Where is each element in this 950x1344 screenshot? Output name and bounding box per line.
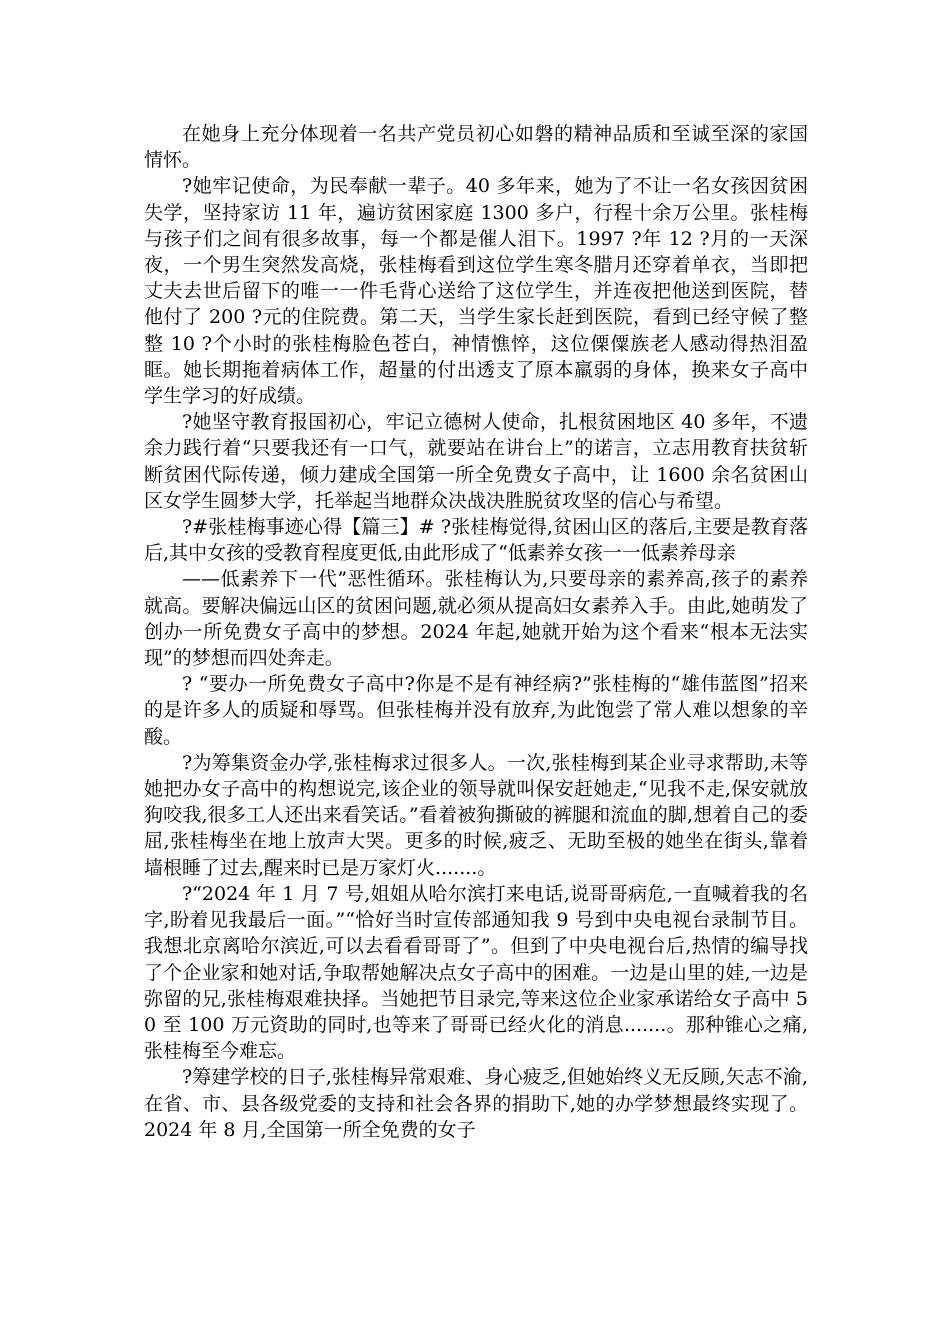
paragraph-3: ?她坚守教育报国初心，牢记立德树人使命，扎根贫困地区 40 多年，不遗余力践行着“只要我还有一口气，就要站在讲台上”的诺言，立志用教育扶贫斩断贫困代际传递，倾力建成全国第一所全免费女子高中，让 1600 余名贫困山区女学生圆梦大学，托举起当地群众决战决胜脱贫攻坚的信心与希望。	[144, 411, 808, 512]
paragraph-9: ?筹建学校的日子,张桂梅异常艰难、身心疲乏,但她始终义无反顾,矢志不渝,在省、市、县各级党委的支持和社会各界的捐助下,她的办学梦想最终实现了。2024 年 8 月,全国第一所全免费的女子	[144, 1066, 808, 1141]
paragraph-2: ?她牢记使命，为民奉献一辈子。40 多年来，她为了不让一名女孩因贫困失学，坚持家访 11 年，遍访贫困家庭 1300 多户，行程十余万公里。张桂梅与孩子们之间有很多故事，每一个都是催人泪下。1997 ?年 12 ?月的一天深夜，一个男生突然发高烧，张桂梅看到这位学生寒冬腊月还穿着单衣，当即把丈夫去世后留下的唯一一件毛背心送给了这位学生，并连夜把他送到医院，替他付了 200 ?元的住院费。第二天，当学生家长赶到医院，看到已经守候了整整 10 ?个小时的张桂梅脸色苍白，神情憔悴，这位傈僳族老人感动得热泪盈眶。她长期拖着病体工作，超量的付出透支了原本羸弱的身体，换来女子高中学生学习的好成绩。	[144, 175, 808, 408]
paragraph-1: 在她身上充分体现着一名共产党员初心如磐的精神品质和至诚至深的家国情怀。	[144, 123, 808, 172]
paragraph-8: ?“2024 年 1 月 7 号,姐姐从哈尔滨打来电话,说哥哥病危,一直喊着我的名字,盼着见我最后一面。”“恰好当时宣传部通知我 9 号到中央电视台录制节目。我想北京离哈尔滨近,可以去看看哥哥了”。但到了中央电视台后,热情的编导找了个企业家和她对话,争取帮她解决点女子高中的困难。一边是山里的娃,一边是弥留的兄,张桂梅艰难抉择。当她把节目录完,等来这位企业家承诺给女子高中 50 至 100 万元资助的同时,也等来了哥哥已经火化的消息.......。那种锥心之痛,张桂梅至今难忘。	[144, 882, 808, 1063]
paragraph-5: ——低素养下一代”恶性循环。张桂梅认为,只要母亲的素养高,孩子的素养就高。要解决偏远山区的贫困问题,就必须从提高妇女素养入手。由此,她萌发了创办一所免费女子高中的梦想。2024 年起,她就开始为这个看来“根本无法实现”的梦想而四处奔走。	[144, 568, 808, 670]
paragraph-7: ?为筹集资金办学,张桂梅求过很多人。一次,张桂梅到某企业寻求帮助,未等她把办女子高中的构想说完,该企业的领导就叫保安赶她走,“见我不走,保安就放狗咬我,很多工人还出来看笑话。”看着被狗撕破的裤腿和流血的脚,想着自己的委屈,张桂梅坐在地上放声大哭。更多的时候,疲乏、无助至极的她坐在街头,靠着墙根睡了过去,醒来时已是万家灯火.......。	[144, 751, 808, 879]
document-body	[144, 121, 808, 1143]
paragraph-6: ? “要办一所免费女子高中?你是不是有神经病?”张桂梅的“雄伟蓝图”招来的是许多人的质疑和辱骂。但张桂梅并没有放弃,为此饱尝了常人难以想象的辛酸。	[144, 673, 808, 748]
paragraph-4: ?#张桂梅事迹心得【篇三】# ?张桂梅觉得,贫困山区的落后,主要是教育落后,其中女孩的受教育程度更低,由此形成了“低素养女孩一一低素养母亲	[144, 516, 808, 565]
